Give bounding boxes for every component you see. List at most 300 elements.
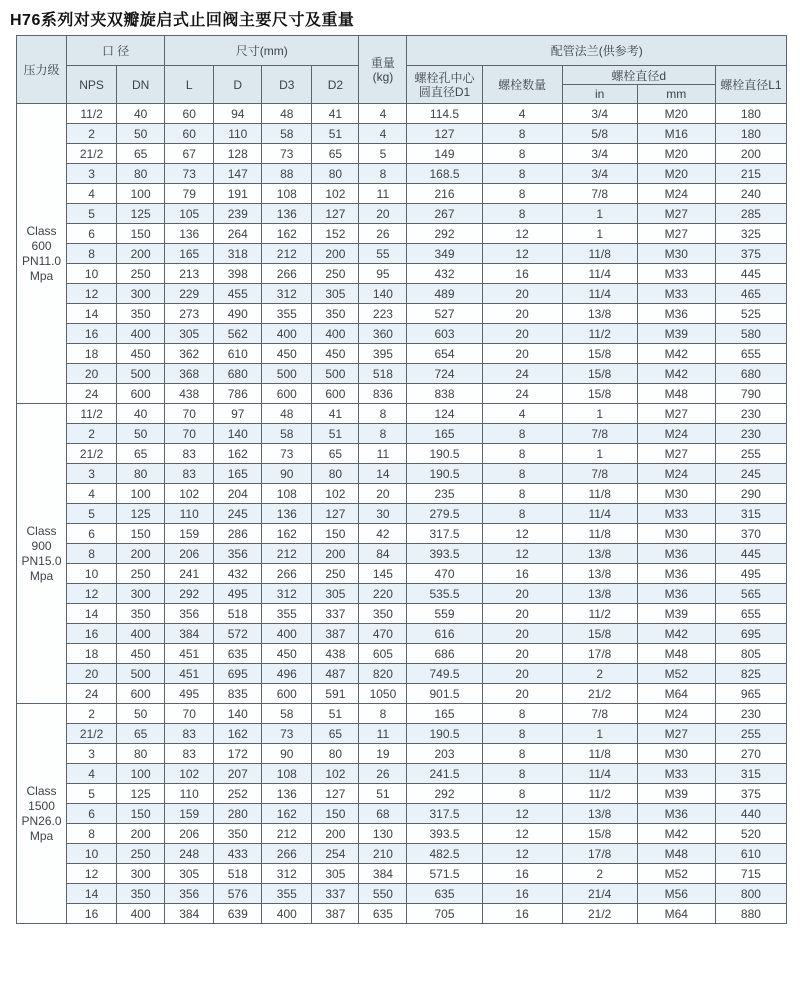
table-cell: 136	[262, 784, 312, 804]
table-cell: M36	[637, 564, 715, 584]
table-cell: 786	[214, 384, 262, 404]
table-cell: 105	[165, 204, 214, 224]
table-cell: 487	[312, 664, 359, 684]
table-cell: 149	[407, 144, 482, 164]
table-cell: 83	[165, 744, 214, 764]
table-cell: 639	[214, 904, 262, 924]
table-cell: 230	[715, 704, 786, 724]
table-cell: 350	[117, 304, 165, 324]
table-cell: 445	[715, 544, 786, 564]
table-cell: 80	[117, 744, 165, 764]
table-cell: M39	[637, 784, 715, 804]
table-cell: 400	[117, 324, 165, 344]
table-cell: 220	[359, 584, 407, 604]
table-row	[17, 224, 787, 244]
table-cell: 84	[359, 544, 407, 564]
table-cell: 300	[117, 284, 165, 304]
table-cell: 400	[117, 624, 165, 644]
table-cell: 172	[214, 744, 262, 764]
table-cell: 350	[359, 604, 407, 624]
table-header	[17, 36, 787, 104]
table-cell: 150	[312, 804, 359, 824]
table-cell: 200	[117, 244, 165, 264]
table-cell: 8	[482, 484, 562, 504]
table-cell: 159	[165, 804, 214, 824]
table-cell: 362	[165, 344, 214, 364]
table-cell: 250	[117, 264, 165, 284]
table-cell: M39	[637, 324, 715, 344]
table-cell: 270	[715, 744, 786, 764]
table-cell: 15/8	[562, 384, 637, 404]
header-dn: DN	[117, 66, 165, 104]
table-cell: 17/8	[562, 844, 637, 864]
header-unit-mm: mm	[637, 85, 715, 104]
header-d3: D3	[262, 66, 312, 104]
table-cell: 790	[715, 384, 786, 404]
table-cell: 576	[214, 884, 262, 904]
table-cell: 215	[715, 164, 786, 184]
table-cell: 51	[312, 424, 359, 444]
table-cell: 805	[715, 644, 786, 664]
table-cell: 520	[715, 824, 786, 844]
table-row	[17, 584, 787, 604]
table-cell: 2	[67, 424, 117, 444]
table-cell: 292	[407, 784, 482, 804]
table-cell: 250	[312, 564, 359, 584]
table-cell: 470	[359, 624, 407, 644]
table-cell: 50	[117, 424, 165, 444]
table-cell: 14	[67, 304, 117, 324]
table-cell: 350	[214, 824, 262, 844]
table-cell: 600	[262, 684, 312, 704]
table-cell: 375	[715, 244, 786, 264]
table-cell: 8	[67, 824, 117, 844]
table-cell: 455	[214, 284, 262, 304]
table-cell: 680	[214, 364, 262, 384]
table-cell: 724	[407, 364, 482, 384]
table-cell: 14	[67, 884, 117, 904]
table-cell: 140	[214, 704, 262, 724]
table-cell: 11/2	[562, 784, 637, 804]
table-cell: M42	[637, 624, 715, 644]
table-cell: 16	[67, 624, 117, 644]
table-cell: 490	[214, 304, 262, 324]
table-row	[17, 904, 787, 924]
table-cell: 11/8	[562, 484, 637, 504]
table-cell: 273	[165, 304, 214, 324]
table-cell: 16	[482, 564, 562, 584]
table-cell: M27	[637, 724, 715, 744]
table-cell: 305	[312, 284, 359, 304]
table-cell: 50	[117, 124, 165, 144]
table-cell: 8	[482, 724, 562, 744]
table-cell: 393.5	[407, 824, 482, 844]
table-cell: 600	[312, 384, 359, 404]
table-cell: 305	[165, 324, 214, 344]
table-cell: 128	[214, 144, 262, 164]
table-cell: 17/8	[562, 644, 637, 664]
table-cell: 162	[214, 724, 262, 744]
table-cell: 305	[165, 864, 214, 884]
table-cell: 20	[67, 664, 117, 684]
table-cell: 654	[407, 344, 482, 364]
table-cell: 3	[67, 464, 117, 484]
table-cell: 312	[262, 584, 312, 604]
table-cell: 5	[67, 504, 117, 524]
table-cell: 384	[165, 624, 214, 644]
table-cell: 8	[482, 744, 562, 764]
table-cell: 571.5	[407, 864, 482, 884]
header-d1-line1: 螺栓孔中心	[414, 70, 475, 85]
table-cell: 470	[407, 564, 482, 584]
table-cell: 11/2	[67, 404, 117, 424]
table-row	[17, 264, 787, 284]
table-cell: 8	[359, 704, 407, 724]
table-cell: 355	[262, 304, 312, 324]
table-cell: 337	[312, 604, 359, 624]
table-cell: 695	[214, 664, 262, 684]
table-cell: 356	[165, 604, 214, 624]
table-cell: 102	[165, 764, 214, 784]
table-cell: 11/4	[562, 764, 637, 784]
table-cell: 19	[359, 744, 407, 764]
table-cell: 8	[482, 464, 562, 484]
table-row	[17, 604, 787, 624]
table-cell: 8	[482, 144, 562, 164]
table-row	[17, 244, 787, 264]
table-cell: 55	[359, 244, 407, 264]
table-row	[17, 524, 787, 544]
table-cell: 635	[214, 644, 262, 664]
table-cell: 12	[482, 804, 562, 824]
table-cell: 250	[117, 844, 165, 864]
table-cell: M24	[637, 184, 715, 204]
table-cell: 838	[407, 384, 482, 404]
table-cell: 305	[312, 584, 359, 604]
table-cell: 393.5	[407, 544, 482, 564]
table-cell: 83	[165, 444, 214, 464]
table-cell: 58	[262, 424, 312, 444]
table-cell: 190.5	[407, 464, 482, 484]
table-cell: 1	[562, 724, 637, 744]
table-cell: M24	[637, 464, 715, 484]
table-cell: 825	[715, 664, 786, 684]
table-cell: 820	[359, 664, 407, 684]
page-title: H76系列对夹双瓣旋启式止回阀主要尺寸及重量	[10, 12, 355, 29]
table-cell: 212	[262, 824, 312, 844]
table-cell: 8	[67, 244, 117, 264]
table-cell: 610	[214, 344, 262, 364]
table-cell: 1	[562, 204, 637, 224]
table-cell: 500	[117, 364, 165, 384]
table-cell: M27	[637, 204, 715, 224]
pressure-class-cell: Class 1500 PN26.0 Mpa	[17, 704, 67, 924]
table-cell: 40	[117, 104, 165, 124]
table-row	[17, 364, 787, 384]
table-cell: 12	[482, 844, 562, 864]
table-cell: 24	[482, 384, 562, 404]
table-cell: 535.5	[407, 584, 482, 604]
table-cell: 438	[165, 384, 214, 404]
table-cell: 11/2	[562, 324, 637, 344]
table-cell: M64	[637, 904, 715, 924]
table-cell: 11	[359, 724, 407, 744]
table-cell: 16	[482, 904, 562, 924]
table-cell: 4	[359, 124, 407, 144]
table-cell: 356	[165, 884, 214, 904]
table-cell: 13/8	[562, 544, 637, 564]
table-cell: 20	[482, 304, 562, 324]
table-cell: 127	[312, 784, 359, 804]
table-cell: 489	[407, 284, 482, 304]
table-cell: 165	[407, 424, 482, 444]
header-nps: NPS	[67, 66, 117, 104]
pressure-class-cell: Class 600 PN11.0 Mpa	[17, 104, 67, 404]
table-cell: 13/8	[562, 564, 637, 584]
table-cell: 8	[67, 544, 117, 564]
table-cell: 20	[482, 604, 562, 624]
header-bolt-count: 螺栓数量	[482, 66, 562, 104]
table-row	[17, 684, 787, 704]
table-cell: 12	[482, 224, 562, 244]
table-cell: 20	[359, 484, 407, 504]
table-cell: 350	[312, 304, 359, 324]
table-cell: 65	[117, 724, 165, 744]
table-cell: 400	[312, 324, 359, 344]
table-cell: 305	[312, 864, 359, 884]
table-cell: 200	[312, 244, 359, 264]
table-cell: 655	[715, 344, 786, 364]
header-flange: 配管法兰(供参考)	[407, 36, 787, 66]
table-cell: 10	[67, 564, 117, 584]
table-cell: 11/4	[562, 284, 637, 304]
table-cell: 572	[214, 624, 262, 644]
table-row	[17, 864, 787, 884]
table-cell: 315	[715, 764, 786, 784]
table-cell: 8	[482, 784, 562, 804]
table-cell: M24	[637, 704, 715, 724]
table-cell: 73	[262, 724, 312, 744]
table-row	[17, 484, 787, 504]
table-cell: 8	[482, 164, 562, 184]
table-cell: 245	[214, 504, 262, 524]
table-cell: 432	[214, 564, 262, 584]
table-row	[17, 664, 787, 684]
table-cell: 11/4	[562, 504, 637, 524]
table-cell: 124	[407, 404, 482, 424]
table-cell: 50	[117, 704, 165, 724]
table-cell: 8	[359, 424, 407, 444]
table-cell: 125	[117, 204, 165, 224]
table-cell: 3	[67, 164, 117, 184]
table-cell: M33	[637, 764, 715, 784]
table-cell: 60	[165, 104, 214, 124]
table-row	[17, 444, 787, 464]
table-cell: 4	[67, 484, 117, 504]
table-cell: 600	[117, 384, 165, 404]
table-cell: 102	[312, 184, 359, 204]
table-cell: 20	[482, 324, 562, 344]
table-cell: 24	[67, 684, 117, 704]
table-cell: 465	[715, 284, 786, 304]
table-cell: 800	[715, 884, 786, 904]
table-cell: 20	[67, 364, 117, 384]
table-cell: M20	[637, 164, 715, 184]
table-cell: 635	[407, 884, 482, 904]
table-cell: 286	[214, 524, 262, 544]
table-cell: 8	[359, 164, 407, 184]
table-cell: 4	[67, 764, 117, 784]
table-cell: M33	[637, 284, 715, 304]
table-cell: 8	[482, 424, 562, 444]
table-cell: 20	[482, 284, 562, 304]
table-cell: 140	[359, 284, 407, 304]
table-cell: 140	[214, 424, 262, 444]
table-cell: 16	[482, 884, 562, 904]
table-cell: 450	[312, 344, 359, 364]
table-cell: 88	[262, 164, 312, 184]
header-weight	[359, 36, 407, 104]
table-cell: 10	[67, 264, 117, 284]
table-cell: 8	[359, 404, 407, 424]
table-cell: 387	[312, 904, 359, 924]
header-weight-line1: 重量	[370, 55, 395, 70]
table-cell: 398	[214, 264, 262, 284]
table-cell: 11/4	[562, 264, 637, 284]
table-row	[17, 824, 787, 844]
table-cell: M36	[637, 584, 715, 604]
table-cell: 6	[67, 804, 117, 824]
table-cell: M36	[637, 304, 715, 324]
table-cell: 8	[482, 704, 562, 724]
table-cell: 292	[407, 224, 482, 244]
table-cell: 686	[407, 644, 482, 664]
table-cell: 8	[482, 504, 562, 524]
table-cell: 223	[359, 304, 407, 324]
table-cell: 16	[482, 264, 562, 284]
table-cell: 150	[117, 224, 165, 244]
table-cell: 450	[262, 344, 312, 364]
table-cell: 136	[165, 224, 214, 244]
table-cell: 191	[214, 184, 262, 204]
table-cell: 12	[482, 524, 562, 544]
header-weight-line2: (kg)	[372, 69, 394, 84]
table-cell: 136	[262, 204, 312, 224]
table-cell: 100	[117, 184, 165, 204]
table-cell: 496	[262, 664, 312, 684]
table-cell: 8	[482, 124, 562, 144]
table-cell: 127	[312, 204, 359, 224]
table-cell: M16	[637, 124, 715, 144]
table-cell: 591	[312, 684, 359, 704]
table-cell: 41	[312, 404, 359, 424]
table-row	[17, 204, 787, 224]
table-cell: 705	[407, 904, 482, 924]
table-cell: 600	[262, 384, 312, 404]
table-cell: 70	[165, 704, 214, 724]
table-cell: 200	[312, 824, 359, 844]
table-cell: 3	[67, 744, 117, 764]
table-cell: 337	[312, 884, 359, 904]
table-cell: 58	[262, 124, 312, 144]
table-cell: 97	[214, 404, 262, 424]
table-cell: 387	[312, 624, 359, 644]
table-cell: 317.5	[407, 524, 482, 544]
table-row	[17, 304, 787, 324]
table-row	[17, 884, 787, 904]
table-row	[17, 624, 787, 644]
table-cell: 300	[117, 864, 165, 884]
table-cell: 58	[262, 704, 312, 724]
table-cell: 8	[482, 204, 562, 224]
table-cell: M27	[637, 404, 715, 424]
table-cell: M48	[637, 384, 715, 404]
table-cell: 65	[312, 724, 359, 744]
table-cell: 438	[312, 644, 359, 664]
table-cell: 206	[165, 824, 214, 844]
table-cell: 252	[214, 784, 262, 804]
table-cell: 165	[407, 704, 482, 724]
table-cell: 11/8	[562, 524, 637, 544]
header-unit-in: in	[562, 85, 637, 104]
header-bolt-dia: 螺栓直径d	[562, 66, 715, 85]
table-cell: 65	[312, 144, 359, 164]
table-cell: 24	[67, 384, 117, 404]
table-cell: 610	[715, 844, 786, 864]
table-cell: 80	[117, 164, 165, 184]
table-cell: 26	[359, 224, 407, 244]
table-cell: 212	[262, 244, 312, 264]
table-cell: 8	[482, 444, 562, 464]
table-cell: M48	[637, 844, 715, 864]
table-cell: 190.5	[407, 444, 482, 464]
pressure-class-cell: Class 900 PN15.0 Mpa	[17, 404, 67, 704]
table-cell: 102	[165, 484, 214, 504]
table-cell: 200	[312, 544, 359, 564]
table-cell: 1	[562, 444, 637, 464]
table-cell: 42	[359, 524, 407, 544]
table-row	[17, 644, 787, 664]
table-cell: 370	[715, 524, 786, 544]
table-cell: 12	[67, 284, 117, 304]
table-cell: 20	[482, 624, 562, 644]
header-d2: D2	[312, 66, 359, 104]
header-l1: 螺栓直径L1	[715, 66, 786, 104]
table-cell: 400	[262, 324, 312, 344]
table-cell: 20	[482, 644, 562, 664]
table-cell: 12	[482, 244, 562, 264]
table-cell: 349	[407, 244, 482, 264]
table-cell: 127	[312, 504, 359, 524]
table-cell: 162	[262, 224, 312, 244]
table-cell: 18	[67, 644, 117, 664]
table-cell: M20	[637, 104, 715, 124]
table-cell: 21/2	[67, 444, 117, 464]
table-cell: 445	[715, 264, 786, 284]
table-cell: 241.5	[407, 764, 482, 784]
table-row	[17, 404, 787, 424]
table-cell: 229	[165, 284, 214, 304]
table-cell: 4	[482, 104, 562, 124]
table-cell: 102	[312, 764, 359, 784]
table-cell: 114.5	[407, 104, 482, 124]
table-cell: 83	[165, 464, 214, 484]
table-cell: 152	[312, 224, 359, 244]
table-row	[17, 784, 787, 804]
table-row	[17, 744, 787, 764]
table-cell: 3/4	[562, 104, 637, 124]
table-cell: 21/2	[562, 904, 637, 924]
